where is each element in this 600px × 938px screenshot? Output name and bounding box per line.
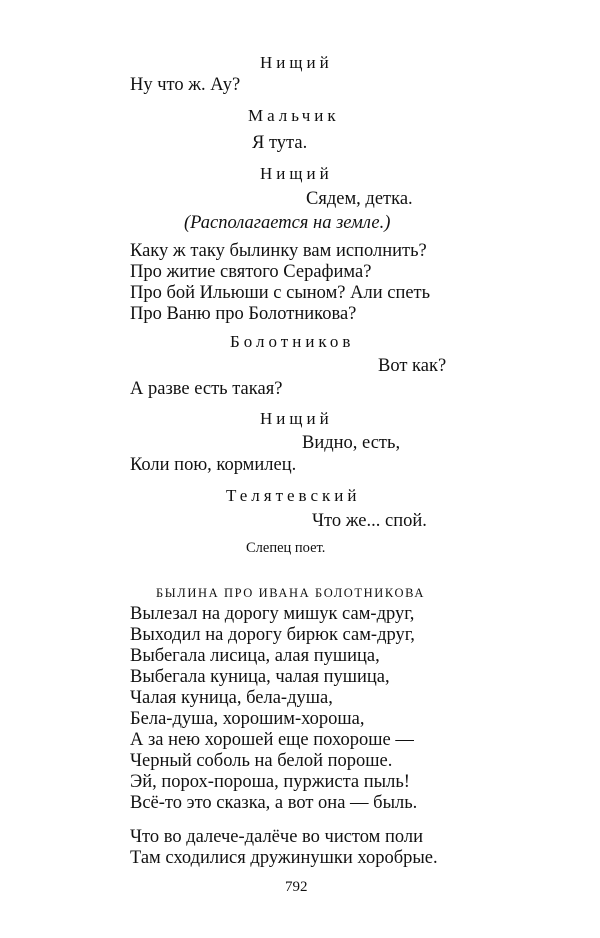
verse-line: Эй, порох-пороша, пуржиста пыль!: [130, 772, 410, 792]
verse-line: Чалая куница, бела-душа,: [130, 688, 333, 708]
verse-line: Всё-то это сказка, а вот она — быль.: [130, 793, 418, 813]
speaker-label: Болотников: [230, 332, 355, 351]
speaker-label: Мальчик: [248, 106, 340, 125]
stage-direction: (Располагается на земле.): [184, 213, 391, 233]
verse-line: Выбегала куница, чалая пушица,: [130, 667, 390, 687]
stage-note: Слепец поет.: [246, 540, 326, 556]
page-number: 792: [285, 879, 308, 895]
dialogue-line: Вот как?: [378, 356, 447, 376]
verse-line: Что во далече-далёче во чистом поли: [130, 827, 424, 847]
dialogue-line: Я тута.: [252, 133, 308, 153]
verse-line: Бела-душа, хорошим-хороша,: [130, 709, 365, 729]
dialogue-line: Что же... спой.: [312, 511, 427, 531]
dialogue-line: Коли пою, кормилец.: [130, 455, 297, 475]
speaker-label: Нищий: [260, 53, 333, 72]
verse-line: Выходил на дорогу бирюк сам-друг,: [130, 625, 415, 645]
dialogue-line: Про бой Ильюши с сыном? Али спеть: [130, 283, 431, 303]
verse-line: А за нею хорошей еще похороше —: [130, 730, 414, 750]
dialogue-line: А разве есть такая?: [130, 379, 283, 399]
verse-line: Выбегала лисица, алая пушица,: [130, 646, 380, 666]
dialogue-line: Сядем, детка.: [306, 189, 413, 209]
speaker-label: Нищий: [260, 164, 333, 183]
dialogue-line: Про житие святого Серафима?: [130, 262, 372, 282]
speaker-label: Телятевский: [226, 486, 361, 505]
dialogue-line: Ну что ж. Ау?: [130, 75, 241, 95]
verse-line: Вылезал на дорогу мишук сам-друг,: [130, 604, 415, 624]
dialogue-line: Каку ж таку былинку вам исполнить?: [130, 241, 427, 261]
dialogue-line: Видно, есть,: [302, 433, 401, 453]
verse-line: Там сходилися дружинушки хоробрые.: [130, 848, 438, 868]
speaker-label: Нищий: [260, 409, 333, 428]
verse-line: Черный соболь на белой пороше.: [130, 751, 393, 771]
dialogue-line: Про Ваню про Болотникова?: [130, 304, 357, 324]
section-title: БЫЛИНА ПРО ИВАНА БОЛОТНИКОВА: [156, 586, 425, 600]
